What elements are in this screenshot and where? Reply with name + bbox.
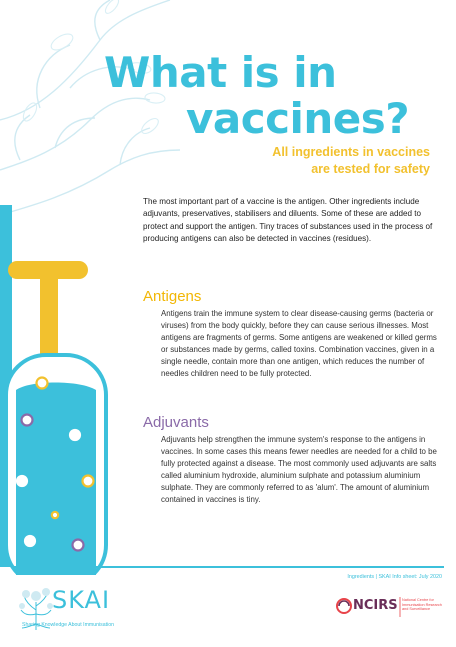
skai-wordmark: SKAI — [52, 586, 111, 614]
title-line-1: What is in — [104, 48, 337, 97]
ncirs-wordmark: NCIRS — [353, 598, 398, 613]
factsheet-label: Ingredients | SKAI Info sheet: July 2020 — [347, 574, 442, 580]
page-subtitle — [160, 144, 430, 178]
ncirs-description — [402, 598, 454, 612]
subtitle-line-1: All ingredients in vaccines — [272, 145, 430, 159]
title-line-2: vaccines? — [186, 94, 410, 143]
antigens-body: Antigens train the immune system to clear disease-causing germs (bacteria or viruses) from the body quickly, before they can cause serious illnesses. Most antigens are fragments of germs. Some antigens are weakened or killed germs or substances made by germs, called toxins. Combination vaccines, given in a single needle, contain more than one antigen, which reduces the number of needles children need to be fully protected. — [161, 309, 437, 379]
ncirs-desc-line-1: National Centre for — [402, 598, 434, 602]
footer-divider — [14, 566, 444, 568]
ncirs-desc-line-3: and Surveillance — [402, 607, 431, 612]
adjuvants-heading: Adjuvants — [143, 414, 209, 431]
ncirs-desc-line-2: Immunisation Research — [402, 602, 442, 607]
intro-paragraph: The most important part of a vaccine is the antigen. Other ingredients include adjuvants, preservatives, stabilisers and diluents. Some of these are added to protect and support the antigen. Tiny traces of substances used in the process of producing antigens can also be detected in vaccines (residues). — [143, 197, 433, 244]
skai-tagline: Sharing Knowledge About Immunisation — [22, 622, 114, 628]
adjuvants-body: Adjuvants help strengthen the immune system's response to the antigens in vaccines. In some cases this means fewer needles are needed for a child to be fully protected against a disease. The most commonly used adjuvants are salts called aluminium hydroxide, aluminium sulphate and potassium aluminium sulphate. They are commonly referred to as 'alum'. The amount of aluminium contained in vaccines is tiny. — [161, 435, 437, 505]
page-title — [104, 50, 444, 142]
vaccine-vial-icon — [0, 255, 120, 575]
subtitle-line-2: are tested for safety — [311, 162, 430, 176]
antigens-heading: Antigens — [143, 288, 202, 305]
